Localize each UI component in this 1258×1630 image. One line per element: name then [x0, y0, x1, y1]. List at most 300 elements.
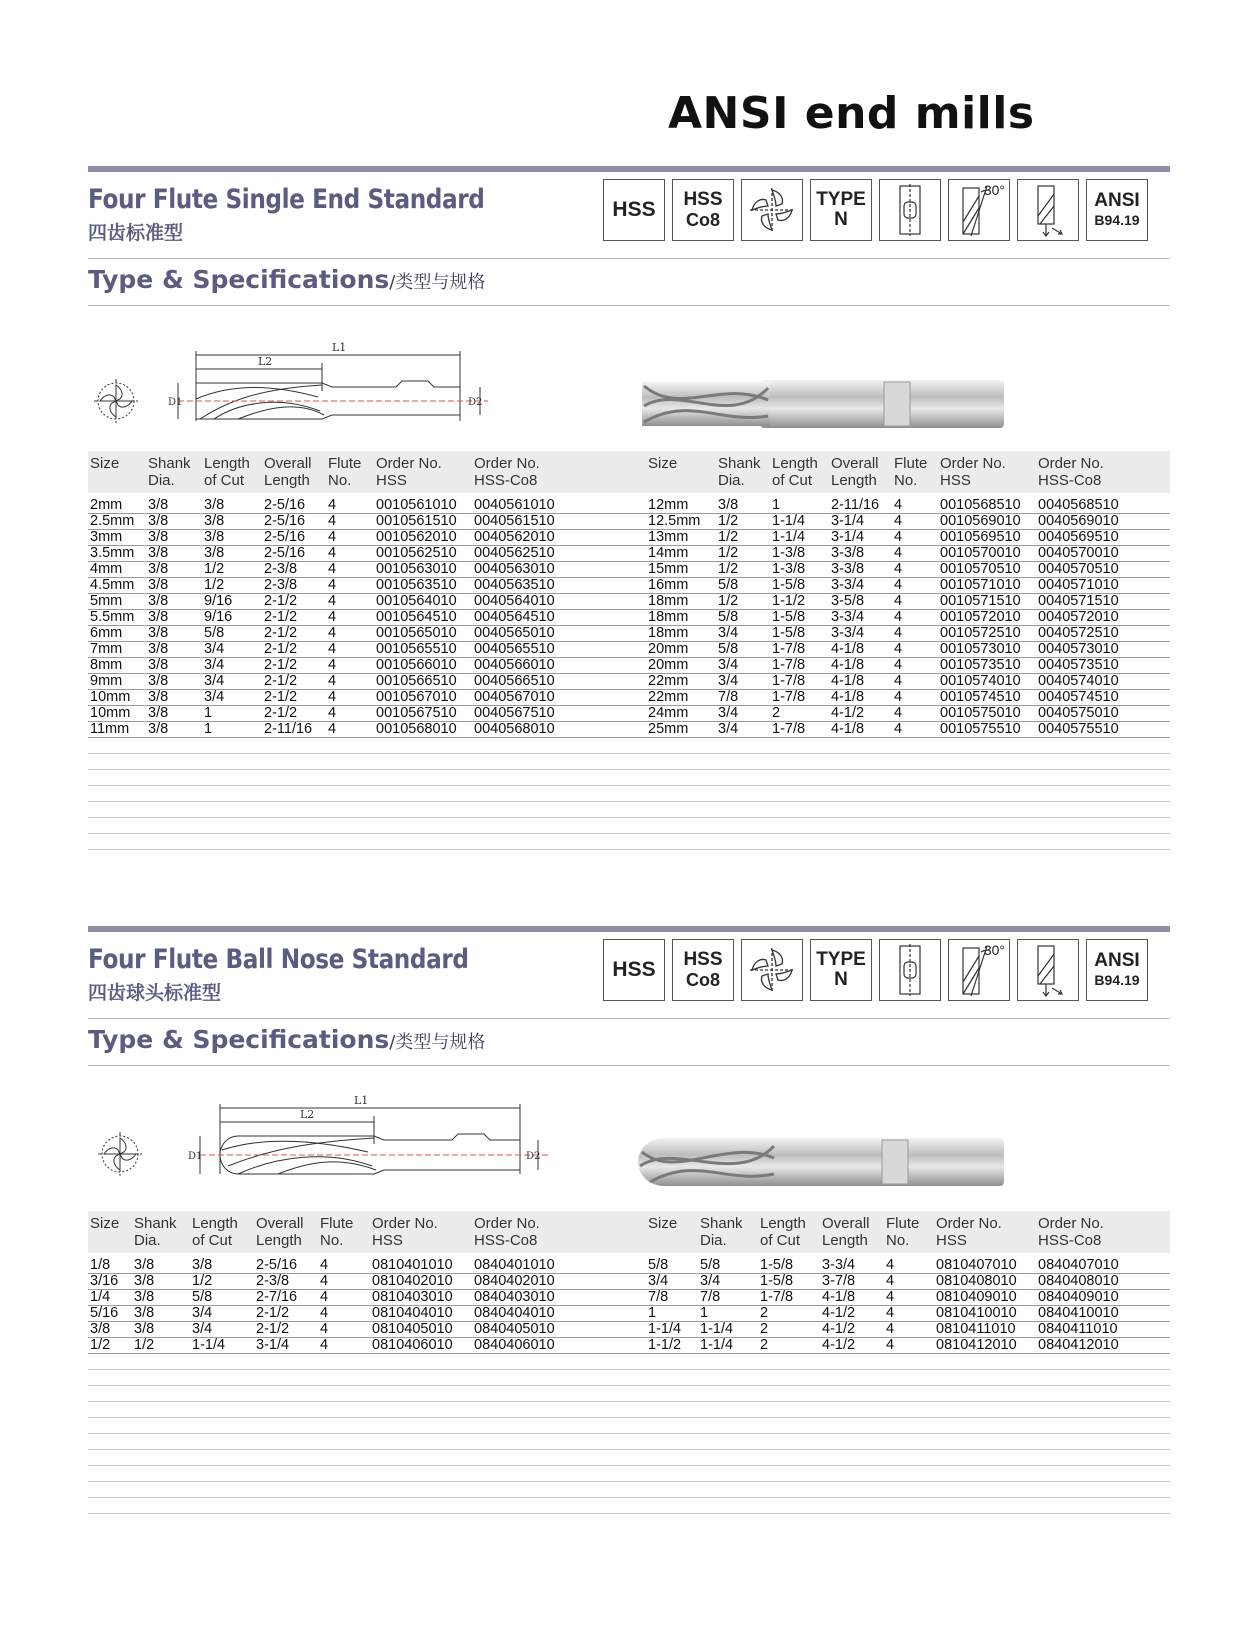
table-cell: 1-1/4	[700, 1337, 734, 1353]
spec-heading: Type & Specifications/类型与规格	[88, 1025, 486, 1054]
col-order-hss-co8: Order No. HSS-Co8	[474, 455, 540, 489]
table-cell: 0040562010	[474, 529, 555, 545]
table-cell: 0040569510	[1038, 529, 1119, 545]
table-cell: 3/8	[204, 529, 225, 545]
table-cell: 0040575510	[1038, 721, 1119, 737]
table-row	[88, 641, 1170, 658]
table-row	[88, 513, 1170, 530]
table-cell: 2-5/16	[264, 545, 306, 561]
divider	[88, 305, 1170, 306]
col-overall-length: Overall Length	[831, 455, 879, 489]
table-cell: 0040561510	[474, 513, 555, 529]
table-cell: 2-1/2	[256, 1305, 290, 1321]
table-cell: 1-7/8	[772, 641, 806, 657]
table-cell: 4-1/2	[822, 1305, 856, 1321]
col-order-hss-co8: Order No. HSS-Co8	[1038, 455, 1104, 489]
table-cell: 0840401010	[474, 1257, 555, 1273]
table-cell: 2-3/8	[264, 561, 298, 577]
table-cell: 0040562510	[474, 545, 555, 561]
table-row	[88, 1321, 1170, 1338]
table-cell: 0010568010	[376, 721, 457, 737]
table-cell: 0010571010	[940, 577, 1021, 593]
helix-angle-icon	[948, 179, 1010, 241]
table-cell: 4	[894, 705, 903, 721]
section-title: Four Flute Ball Nose Standard	[88, 944, 469, 975]
table-cell: 4	[894, 657, 903, 673]
col-length-of-cut: Length of Cut	[772, 455, 818, 489]
col-shank: Shank Dia.	[700, 1215, 743, 1249]
table-cell: 4.5mm	[90, 577, 135, 593]
col-shank: Shank Dia.	[148, 455, 191, 489]
table-cell: 1	[204, 721, 213, 737]
table-cell: 0010565510	[376, 641, 457, 657]
table-cell: 0810411010	[936, 1321, 1016, 1337]
table-cell: 7mm	[90, 641, 123, 657]
table-cell: 1/8	[90, 1257, 111, 1273]
col-overall-length: Overall Length	[822, 1215, 870, 1249]
col-order-hss-co8: Order No. HSS-Co8	[1038, 1215, 1104, 1249]
col-size: Size	[648, 455, 678, 472]
table-cell: 12.5mm	[648, 513, 701, 529]
table-cell: 1-3/8	[772, 561, 806, 577]
ruled-line	[88, 1481, 1170, 1482]
table-cell: 0810406010	[372, 1337, 453, 1353]
table-cell: 2	[760, 1321, 769, 1337]
table-cell: 3-3/4	[831, 609, 865, 625]
table-row	[88, 577, 1170, 594]
ruled-line	[88, 833, 1170, 834]
table-cell: 4	[886, 1321, 895, 1337]
table-row	[88, 561, 1170, 578]
table-cell: 0010568510	[940, 497, 1021, 513]
table-cell: 3/8	[134, 1273, 155, 1289]
table-cell: 1/2	[90, 1337, 111, 1353]
table-cell: 10mm	[90, 689, 131, 705]
cutting-direction-icon	[1017, 939, 1079, 1001]
table-row	[88, 609, 1170, 626]
table-cell: 4	[894, 529, 903, 545]
table-cell: 2	[760, 1337, 769, 1353]
table-cell: 0810412010	[936, 1337, 1017, 1353]
badge-hss: HSS	[603, 939, 665, 1001]
table-cell: 0040572510	[1038, 625, 1119, 641]
table-cell: 1/2	[204, 577, 225, 593]
table-cell: 3/4	[192, 1321, 213, 1337]
table-cell: 1-1/4	[772, 513, 806, 529]
table-cell: 0010569510	[940, 529, 1021, 545]
divider	[88, 258, 1170, 259]
col-size: Size	[648, 1215, 678, 1232]
d1-label: D1	[168, 397, 183, 408]
table-cell: 0810405010	[372, 1321, 453, 1337]
table-cell: 24mm	[648, 705, 689, 721]
table-cell: 2-1/2	[264, 625, 298, 641]
table-cell: 1-7/8	[772, 689, 806, 705]
table-cell: 4-1/2	[831, 705, 865, 721]
table-row	[88, 529, 1170, 546]
table-cell: 3/4	[192, 1305, 213, 1321]
table-cell: 20mm	[648, 641, 689, 657]
table-cell: 3/8	[148, 721, 169, 737]
table-cell: 0840406010	[474, 1337, 555, 1353]
table-cell: 4	[894, 513, 903, 529]
table-cell: 0040574510	[1038, 689, 1119, 705]
l1-label: L1	[354, 1094, 369, 1107]
table-cell: 2-3/8	[264, 577, 298, 593]
table-cell: 1-1/2	[772, 593, 806, 609]
table-cell: 2-1/2	[264, 609, 298, 625]
col-order-hss: Order No. HSS	[376, 455, 442, 489]
table-cell: 0810408010	[936, 1273, 1017, 1289]
table-cell: 1/2	[192, 1273, 213, 1289]
table-cell: 2-11/16	[264, 721, 313, 737]
table-row	[88, 497, 1170, 514]
table-cell: 0840407010	[1038, 1257, 1119, 1273]
table-cell: 0040571510	[1038, 593, 1119, 609]
table-cell: 0040570510	[1038, 561, 1119, 577]
ruled-line	[88, 801, 1170, 802]
table-cell: 0040568010	[474, 721, 555, 737]
table-cell: 22mm	[648, 689, 689, 705]
badge-type-n: TYPE N	[810, 179, 872, 241]
table-cell: 1-5/8	[772, 609, 806, 625]
table-cell: 4mm	[90, 561, 123, 577]
col-length-of-cut: Length of Cut	[760, 1215, 806, 1249]
table-cell: 3-1/4	[831, 529, 865, 545]
table-cell: 4	[886, 1273, 895, 1289]
table-cell: 0040564510	[474, 609, 555, 625]
table-cell: 3mm	[90, 529, 123, 545]
ruled-line	[88, 1401, 1170, 1402]
table-cell: 0810401010	[372, 1257, 453, 1273]
section-four-flute-ball-nose	[88, 926, 1170, 1546]
col-overall-length: Overall Length	[264, 455, 312, 489]
table-cell: 0040573510	[1038, 657, 1119, 673]
table-cell: 3/8	[192, 1257, 213, 1273]
table-cell: 1/2	[134, 1337, 155, 1353]
table-cell: 3/4	[718, 673, 739, 689]
table-cell: 2-1/2	[264, 657, 298, 673]
ruled-line	[88, 849, 1170, 850]
table-cell: 4-1/2	[822, 1337, 856, 1353]
cutting-direction-icon	[1017, 179, 1079, 241]
ruled-line	[88, 817, 1170, 818]
table-cell: 0040575010	[1038, 705, 1119, 721]
table-cell: 0010561010	[376, 497, 457, 513]
table-cell: 0010572510	[940, 625, 1021, 641]
table-cell: 3/8	[204, 497, 225, 513]
table-cell: 4	[320, 1321, 329, 1337]
l1-label: L1	[332, 341, 347, 354]
table-cell: 3/4	[648, 1273, 669, 1289]
col-order-hss: Order No. HSS	[940, 455, 1006, 489]
table-cell: 3/8	[148, 625, 169, 641]
col-shank: Shank Dia.	[134, 1215, 177, 1249]
table-cell: 2-1/2	[256, 1321, 290, 1337]
table-cell: 3/8	[134, 1321, 155, 1337]
table-cell: 4	[894, 721, 903, 737]
table-cell: 1-7/8	[772, 721, 806, 737]
table-cell: 3/8	[148, 705, 169, 721]
table-cell: 3/8	[148, 593, 169, 609]
table-cell: 0040568510	[1038, 497, 1119, 513]
table-cell: 5/8	[718, 609, 739, 625]
table-cell: 0810409010	[936, 1289, 1017, 1305]
divider	[88, 1018, 1170, 1019]
table-cell: 0840409010	[1038, 1289, 1119, 1305]
table-cell: 5/8	[648, 1257, 669, 1273]
table-cell: 0010562010	[376, 529, 457, 545]
table-cell: 1/2	[718, 593, 739, 609]
l2-label: L2	[258, 355, 273, 368]
table-cell: 1/2	[718, 545, 739, 561]
table-cell: 3-3/8	[831, 561, 865, 577]
four-flute-cross-section-icon	[741, 939, 803, 1001]
col-size: Size	[90, 455, 120, 472]
table-cell: 1-1/4	[700, 1321, 734, 1337]
section-top-bar	[88, 926, 1170, 932]
table-cell: 0010573510	[940, 657, 1021, 673]
table-cell: 3/4	[204, 657, 225, 673]
table-cell: 15mm	[648, 561, 689, 577]
table-cell: 3/8	[148, 561, 169, 577]
table-cell: 7/8	[648, 1289, 669, 1305]
table-cell: 3-3/4	[831, 625, 865, 641]
table-cell: 5/8	[718, 641, 739, 657]
d2-label: D2	[526, 1151, 541, 1162]
col-order-hss: Order No. HSS	[372, 1215, 438, 1249]
section-title: Four Flute Single End Standard	[88, 184, 485, 215]
d1-label: D1	[188, 1151, 203, 1162]
table-cell: 3/8	[148, 545, 169, 561]
badge-type-n: TYPE N	[810, 939, 872, 1001]
table-cell: 22mm	[648, 673, 689, 689]
table-cell: 1-7/8	[760, 1289, 794, 1305]
table-cell: 3/8	[148, 529, 169, 545]
table-cell: 1-5/8	[772, 577, 806, 593]
table-cell: 2-5/16	[264, 513, 306, 529]
table-cell: 2-7/16	[256, 1289, 298, 1305]
section-top-bar	[88, 166, 1170, 172]
end-mill-photo	[640, 376, 1008, 432]
table-row	[88, 1257, 1170, 1274]
table-cell: 9/16	[204, 609, 233, 625]
table-cell: 1-3/8	[772, 545, 806, 561]
table-cell: 3/16	[90, 1273, 119, 1289]
table-cell: 3/8	[148, 577, 169, 593]
table-row	[88, 1305, 1170, 1322]
end-mill-technical-drawing	[88, 341, 508, 431]
table-cell: 0840403010	[474, 1289, 555, 1305]
table-cell: 20mm	[648, 657, 689, 673]
table-cell: 3/8	[148, 657, 169, 673]
table-cell: 2-5/16	[256, 1257, 298, 1273]
angle-label: 30°	[983, 182, 1005, 198]
table-cell: 0010572010	[940, 609, 1021, 625]
table-cell: 1-5/8	[760, 1257, 794, 1273]
table-cell: 4	[320, 1289, 329, 1305]
table-cell: 0010567010	[376, 689, 457, 705]
page-title: ANSI end mills	[668, 88, 1035, 139]
table-cell: 1	[700, 1305, 709, 1321]
table-cell: 9mm	[90, 673, 123, 689]
table-cell: 1	[204, 705, 213, 721]
table-cell: 2-1/2	[264, 689, 298, 705]
table-cell: 14mm	[648, 545, 689, 561]
table-cell: 0040567010	[474, 689, 555, 705]
table-cell: 0040573010	[1038, 641, 1119, 657]
table-cell: 4-1/8	[831, 673, 865, 689]
table-row	[88, 657, 1170, 674]
table-cell: 3.5mm	[90, 545, 135, 561]
table-cell: 0010567510	[376, 705, 457, 721]
table-row	[88, 545, 1170, 562]
table-cell: 18mm	[648, 593, 689, 609]
table-cell: 2mm	[90, 497, 123, 513]
table-cell: 3-1/4	[831, 513, 865, 529]
table-cell: 3/8	[148, 497, 169, 513]
table-cell: 4	[328, 641, 337, 657]
ruled-line	[88, 1497, 1170, 1498]
table-cell: 4	[894, 593, 903, 609]
table-cell: 0010570010	[940, 545, 1021, 561]
table-cell: 5/8	[204, 625, 225, 641]
table-cell: 2-5/16	[264, 497, 306, 513]
table-cell: 1-5/8	[760, 1273, 794, 1289]
table-cell: 0040566510	[474, 673, 555, 689]
ruled-line	[88, 1417, 1170, 1418]
table-row	[88, 625, 1170, 642]
table-cell: 4	[894, 497, 903, 513]
table-cell: 0040565510	[474, 641, 555, 657]
table-cell: 0040566010	[474, 657, 555, 673]
col-flute-no: Flute No.	[328, 455, 362, 489]
table-cell: 3/8	[134, 1305, 155, 1321]
table-cell: 0810402010	[372, 1273, 453, 1289]
col-flute-no: Flute No.	[320, 1215, 354, 1249]
table-cell: 4	[328, 721, 337, 737]
table-cell: 1/2	[718, 561, 739, 577]
table-cell: 3/4	[718, 625, 739, 641]
table-cell: 0840408010	[1038, 1273, 1119, 1289]
col-flute-no: Flute No.	[894, 455, 928, 489]
ball-nose-photo	[636, 1132, 1008, 1192]
table-row	[88, 1273, 1170, 1290]
table-header	[88, 451, 1170, 493]
table-row	[88, 705, 1170, 722]
table-cell: 4	[894, 625, 903, 641]
table-cell: 1-1/2	[648, 1337, 682, 1353]
ruled-line	[88, 1369, 1170, 1370]
table-cell: 0040571010	[1038, 577, 1119, 593]
table-cell: 4	[894, 545, 903, 561]
table-cell: 3/4	[204, 641, 225, 657]
table-cell: 4-1/8	[831, 641, 865, 657]
table-cell: 0010573010	[940, 641, 1021, 657]
table-cell: 0810404010	[372, 1305, 453, 1321]
table-cell: 4	[328, 513, 337, 529]
table-cell: 4	[894, 609, 903, 625]
d2-label: D2	[468, 397, 483, 408]
table-cell: 4	[328, 497, 337, 513]
table-cell: 5/8	[718, 577, 739, 593]
table-cell: 4-1/8	[831, 657, 865, 673]
table-cell: 4	[320, 1337, 329, 1353]
table-cell: 4	[320, 1257, 329, 1273]
table-cell: 5/8	[192, 1289, 213, 1305]
ruled-line	[88, 1449, 1170, 1450]
table-cell: 0840405010	[474, 1321, 555, 1337]
section-subtitle: 四齿标准型	[88, 223, 184, 244]
table-cell: 3/8	[148, 609, 169, 625]
table-cell: 3/8	[90, 1321, 111, 1337]
table-cell: 1/2	[718, 529, 739, 545]
helix-angle-icon	[948, 939, 1010, 1001]
col-length-of-cut: Length of Cut	[204, 455, 250, 489]
table-header	[88, 1211, 1170, 1253]
table-cell: 2-1/2	[264, 593, 298, 609]
table-cell: 1-7/8	[772, 657, 806, 673]
table-cell: 0010563510	[376, 577, 457, 593]
table-cell: 3-3/4	[822, 1257, 856, 1273]
table-cell: 3/8	[148, 641, 169, 657]
table-cell: 0840412010	[1038, 1337, 1119, 1353]
badge-hss-co8: HSS Co8	[672, 939, 734, 1001]
ruled-line	[88, 753, 1170, 754]
table-cell: 3/8	[134, 1257, 155, 1273]
table-cell: 0040563510	[474, 577, 555, 593]
col-flute-no: Flute No.	[886, 1215, 920, 1249]
table-cell: 0010566010	[376, 657, 457, 673]
table-cell: 2	[760, 1305, 769, 1321]
table-cell: 0040564010	[474, 593, 555, 609]
table-cell: 2-1/2	[264, 673, 298, 689]
spec-heading: Type & Specifications/类型与规格	[88, 265, 486, 294]
table-cell: 2-3/8	[256, 1273, 290, 1289]
feature-badges	[603, 179, 1148, 241]
ruled-line	[88, 785, 1170, 786]
table-cell: 4	[894, 577, 903, 593]
section-four-flute-single-end	[88, 166, 1170, 886]
table-cell: 4	[886, 1257, 895, 1273]
table-cell: 0010569010	[940, 513, 1021, 529]
section-subtitle: 四齿球头标准型	[88, 983, 222, 1004]
table-cell: 3/8	[148, 689, 169, 705]
table-cell: 2-11/16	[831, 497, 880, 513]
table-row	[88, 1337, 1170, 1354]
table-cell: 13mm	[648, 529, 689, 545]
table-cell: 0040567510	[474, 705, 555, 721]
table-cell: 1	[772, 497, 781, 513]
table-cell: 3/4	[700, 1273, 721, 1289]
table-cell: 0840411010	[1038, 1321, 1118, 1337]
table-cell: 0010564010	[376, 593, 457, 609]
ruled-line	[88, 1385, 1170, 1386]
table-cell: 0040570010	[1038, 545, 1119, 561]
table-cell: 4	[894, 641, 903, 657]
table-cell: 0040563010	[474, 561, 555, 577]
table-cell: 0010571510	[940, 593, 1021, 609]
badge-ansi: ANSI B94.19	[1086, 939, 1148, 1001]
table-cell: 3/8	[718, 497, 739, 513]
table-row	[88, 1289, 1170, 1306]
table-cell: 1-1/4	[648, 1321, 682, 1337]
ruled-line	[88, 769, 1170, 770]
table-cell: 3/8	[204, 513, 225, 529]
table-cell: 3/8	[148, 673, 169, 689]
table-cell: 4-1/8	[831, 689, 865, 705]
table-cell: 2.5mm	[90, 513, 135, 529]
